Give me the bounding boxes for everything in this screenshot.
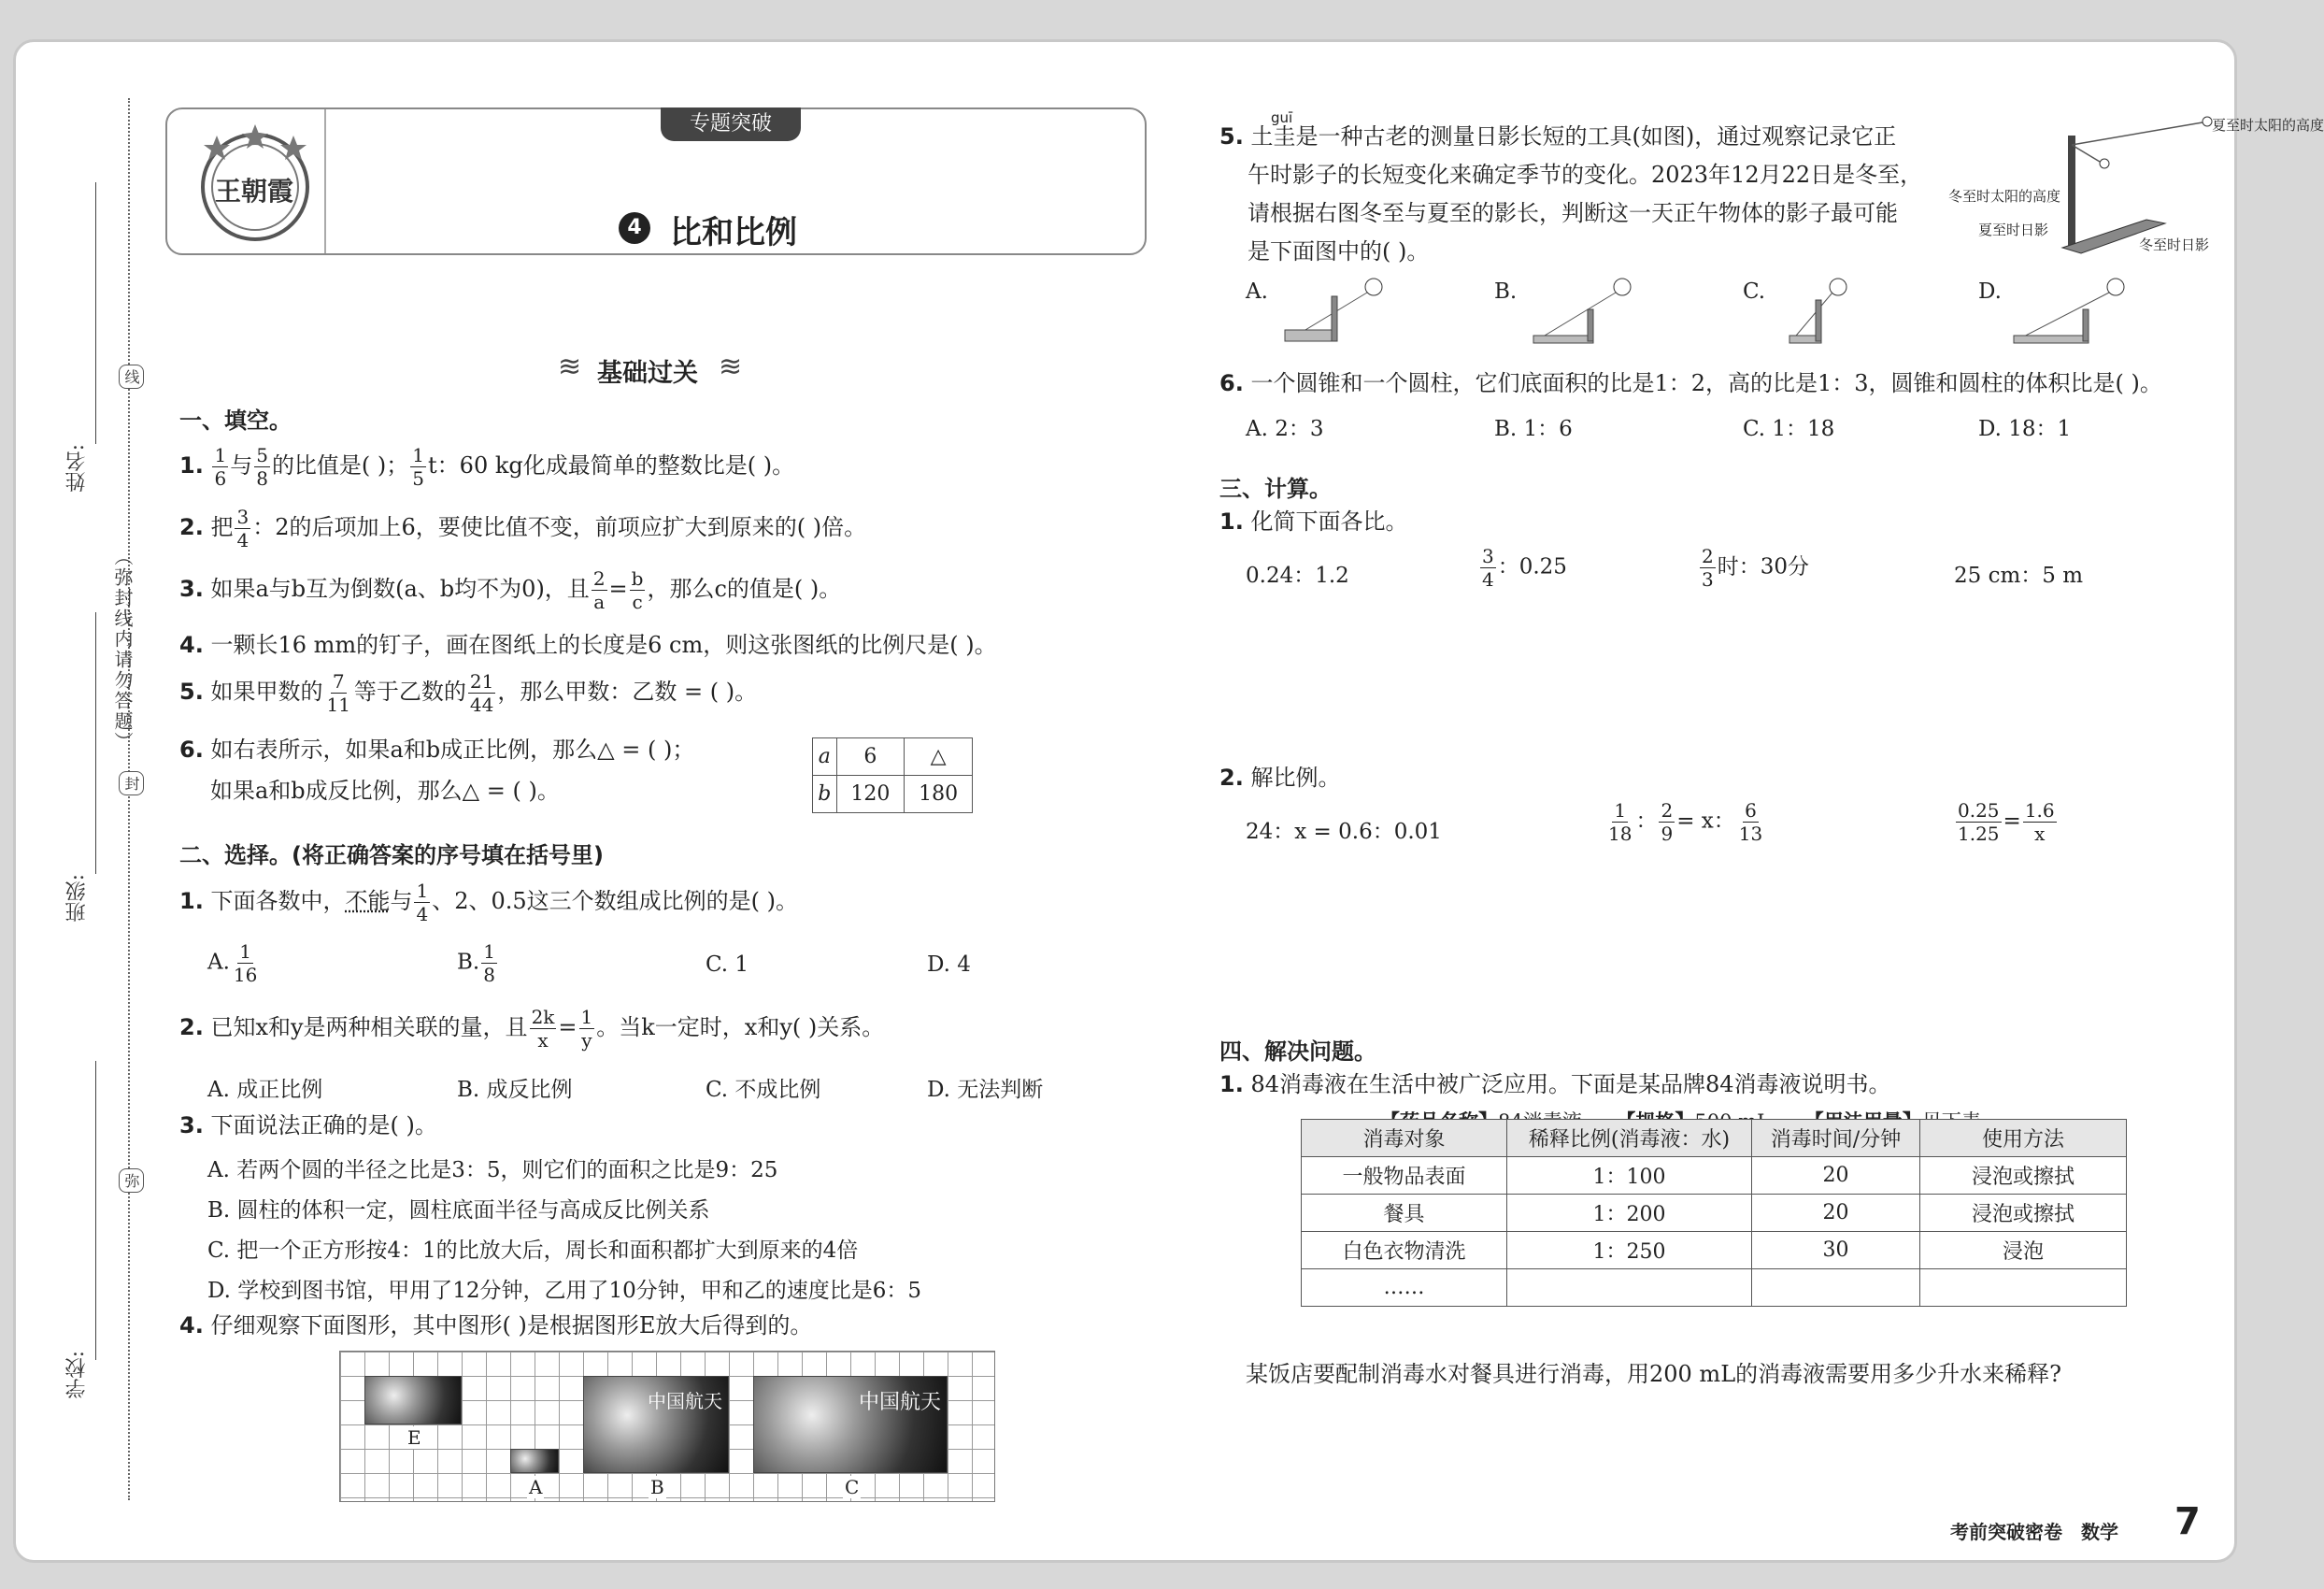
fraction: $\frac{b}{c}$ [631, 567, 644, 613]
s2-q3-option-a: A. 若两个圆的半径之比是3：5，则它们的面积之比是9：25 [207, 1158, 778, 1182]
table-cell: △ [905, 738, 973, 776]
s1-q3: 3. 如果a与b互为倒数(a、b均不为0)，且 $\frac{2}{a}$ = $\frac{b}{c}$ ，那么c的值是( )。 [179, 567, 842, 613]
s2-q2-option-d: D. 无法判断 [927, 1078, 1044, 1102]
s2-q5-option-a: A. [1246, 279, 1268, 304]
figure-label-b: B [650, 1476, 664, 1498]
table-cell: 1：250 [1507, 1232, 1752, 1269]
s2-q5-figure-d [2010, 276, 2132, 354]
s2-q4-grid [339, 1351, 995, 1502]
fraction: $\frac{0.25}{1.25}$ [1958, 799, 2000, 845]
table-cell: 浸泡或擦拭 [1920, 1157, 2127, 1195]
seal-feng: 封 [119, 771, 144, 795]
section2-title: 二、选择。(将正确答案的序号填在括号里) [179, 842, 604, 868]
table-cell [1752, 1269, 1920, 1307]
topic-title: 比和比例 [670, 214, 797, 251]
s3-q1-d: 25 cm：5 m [1954, 564, 2084, 588]
table-cell: 一般物品表面 [1302, 1157, 1507, 1195]
fraction: $\frac{5}{8}$ [256, 444, 268, 490]
table-cell: 120 [836, 776, 905, 813]
table-row [1302, 1232, 2127, 1269]
fraction: $\frac{1}{4}$ [416, 880, 429, 925]
table-row [1302, 1269, 2127, 1307]
s2-q2-option-a: A. 成正比例 [207, 1078, 323, 1102]
header-logo-divider [324, 109, 326, 253]
gnomon-diagram [1922, 107, 2324, 266]
table-cell: 1：100 [1507, 1157, 1752, 1195]
table-cell: a [813, 738, 837, 776]
figure-b-photo [583, 1376, 729, 1473]
figure-c-photo [753, 1376, 948, 1473]
table-row [1302, 1157, 2127, 1195]
s1-q5: 5. 如果甲数的 $\frac{7}{11}$ 等于乙数的 $\frac{21}{44}$ ，那么甲数：乙数 = ( )。 [179, 670, 758, 716]
diagram-label-winter-shadow: 冬至时日影 [2139, 236, 2210, 253]
s2-q1-option-b: B. $\frac{1}{8}$ [457, 940, 495, 986]
footer-book: 考前突破密卷 数学 [1950, 1521, 2118, 1543]
table-header: 消毒时间/分钟 [1752, 1120, 1920, 1157]
table-cell: b [813, 776, 837, 813]
s2-q5-line1: 5. 土圭是一种古老的测量日影长短的工具(如图)，通过观察记录它正 [1219, 123, 1897, 150]
class-label: 班级: [65, 874, 89, 923]
disinfectant-table [1301, 1119, 2127, 1307]
s2-q5-line3: 请根据右图冬至与夏至的影长，判断这一天正午物体的影子最可能 [1248, 200, 1898, 226]
binding-line [128, 98, 130, 1500]
figure-label-c: C [845, 1476, 860, 1498]
s2-q3-option-d: D. 学校到图书馆，甲用了12分钟，乙用了10分钟，甲和乙的速度比是6：5 [207, 1279, 922, 1303]
s1-q2: 2. 把 $\frac{3}{4}$ ：2的后项加上6，要使比值不变，前项应扩大到原来的( )倍。 [179, 506, 867, 551]
s1-q6-line1: 6. 如右表所示，如果a和b成正比例，那么△ = ( )； [179, 737, 695, 763]
s2-q1: 1. 下面各数中，不能与 $\frac{1}{4}$ 、2、0.5这三个数组成比例的是( )。 [179, 880, 798, 925]
s2-q6: 6. 一个圆锥和一个圆柱，它们底面积的比是1：2，高的比是1：3，圆锥和圆柱的体积比是( )。 [1219, 370, 2162, 396]
fraction: $\frac{2}{9}$ [1661, 799, 1674, 845]
table-cell: 20 [1752, 1157, 1920, 1195]
table-cell: …… [1302, 1269, 1507, 1307]
s2-q6-option-d: D. 18：1 [1978, 417, 2072, 441]
page-number: 7 [2174, 1500, 2201, 1543]
table-cell [1507, 1269, 1752, 1307]
fraction: $\frac{3}{4}$ [1482, 545, 1494, 591]
table-cell: 餐具 [1302, 1195, 1507, 1232]
fraction: $\frac{1}{5}$ [412, 444, 425, 490]
fraction: $\frac{1.6}{x}$ [2024, 799, 2055, 845]
wave-right-icon: ≋ [719, 351, 743, 383]
table-cell: 180 [905, 776, 973, 813]
s2-q5-line2: 午时影子的长短变化来确定季节的变化。2023年12月22日是冬至， [1248, 162, 1923, 188]
pinyin-gui: guī [1271, 109, 1293, 126]
figure-label-a: A [529, 1476, 543, 1498]
s3-q2-b: $\frac{1}{18}$ ： $\frac{2}{9}$ = x： $\frac{6}{13}$ [1608, 799, 1763, 845]
table-row [1302, 1195, 2127, 1232]
s2-q6-option-c: C. 1：18 [1743, 417, 1835, 441]
shadow-option-d-icon [2010, 276, 2132, 351]
s2-q1-option-d: D. 4 [927, 952, 971, 977]
topic-badge: 专题突破 [661, 107, 801, 141]
figure-a-photo [510, 1449, 559, 1473]
figure-e-photo [364, 1376, 462, 1424]
table-header: 使用方法 [1920, 1120, 2127, 1157]
photo-caption: 中国航天 [648, 1390, 722, 1412]
school-blank [95, 1061, 96, 1360]
seal-note: （弥封线内请勿答题） [111, 547, 134, 752]
fraction: $\frac{2k}{x}$ [531, 1006, 555, 1052]
fraction: $\frac{1}{6}$ [214, 444, 227, 490]
logo [198, 117, 312, 248]
photo-caption: 中国航天 [858, 1391, 941, 1414]
table-cell: 20 [1752, 1195, 1920, 1232]
s3-q1-a: 0.24：1.2 [1246, 564, 1349, 588]
s2-q3-option-c: C. 把一个正方形按4：1的比放大后，周长和面积都扩大到原来的4倍 [207, 1238, 859, 1263]
s2-q2-option-c: C. 不成比例 [706, 1078, 821, 1102]
basic-title: 基础过关 [597, 359, 698, 388]
table-cell [1920, 1269, 2127, 1307]
s2-q5-option-d: D. [1978, 279, 2002, 304]
emphasis-text: 不能 [345, 888, 391, 914]
section4-title: 四、解决问题。 [1219, 1038, 1376, 1065]
diagram-label-summer-shadow: 夏至时日影 [1978, 222, 2049, 238]
info-value: 见下表 [1921, 1110, 1981, 1133]
table-cell: 1：200 [1507, 1195, 1752, 1232]
fraction: $\frac{1}{16}$ [233, 940, 258, 986]
fraction: $\frac{21}{44}$ [469, 670, 494, 716]
table-cell: 6 [836, 738, 905, 776]
info-key: 【用法用量】 [1804, 1110, 1922, 1133]
s2-q5-option-c: C. [1743, 279, 1766, 304]
info-key: 【规格】 [1616, 1110, 1695, 1133]
section1-title: 一、填空。 [179, 408, 292, 434]
s4-q1-question: 某饭店要配制消毒水对餐具进行消毒，用200 mL的消毒液需要用多少升水来稀释? [1246, 1361, 2061, 1387]
info-value: 500 mL [1694, 1110, 1771, 1133]
class-blank [95, 612, 96, 874]
s1-q1: 1. $\frac{1}{6}$ 与 $\frac{5}{8}$ 的比值是( )； $\frac{1}{5}$ t：60 kg化成最简单的整数比是( )。 [179, 444, 795, 490]
info-value: 84消毒液 [1498, 1110, 1582, 1133]
s2-q5-figure-a [1277, 276, 1390, 354]
wave-left-icon: ≋ [558, 351, 582, 383]
fraction: $\frac{1}{18}$ [1608, 799, 1633, 845]
table-cell: 白色衣物清洗 [1302, 1232, 1507, 1269]
s3-q2-c: $\frac{0.25}{1.25}$ = $\frac{1.6}{x}$ [1958, 799, 2055, 845]
seal-xian: 线 [119, 365, 144, 389]
info-key: 【药品名称】 [1380, 1110, 1498, 1133]
s2-q2: 2. 已知x和y是两种相关联的量，且 $\frac{2k}{x}$ = $\frac{1}{y}$ 。当k一定时，x和y( )关系。 [179, 1006, 885, 1052]
figure-label-e: E [407, 1426, 421, 1449]
s2-q6-option-b: B. 1：6 [1494, 417, 1573, 441]
shadow-option-b-icon [1526, 276, 1638, 351]
school-label: 学校: [65, 1351, 89, 1399]
table-cell: 30 [1752, 1232, 1920, 1269]
diagram-label-summer-sun: 夏至时太阳的高度 [2212, 117, 2324, 134]
exam-sheet [13, 39, 2324, 1563]
s3-q1-b: $\frac{3}{4}$ ：0.25 [1482, 545, 1567, 591]
fraction: $\frac{1}{y}$ [580, 1006, 593, 1052]
s4-q1: 1. 84消毒液在生活中被广泛应用。下面是某品牌84消毒液说明书。 [1219, 1071, 1891, 1097]
fraction: $\frac{6}{13}$ [1738, 799, 1763, 845]
s2-q5-line4: 是下面图中的( )。 [1248, 238, 1430, 265]
s2-q5-option-b: B. [1494, 279, 1518, 304]
q-number: 1. [179, 452, 204, 479]
s2-q5-figure-c [1773, 276, 1885, 354]
s1-q6-table [812, 737, 973, 813]
fraction: $\frac{7}{11}$ [326, 670, 350, 716]
table-header: 稀释比例(消毒液：水) [1507, 1120, 1752, 1157]
s3-q2-a: 24：x = 0.6：0.01 [1246, 820, 1442, 844]
table-header: 消毒对象 [1302, 1120, 1507, 1157]
name-label: 姓名: [65, 444, 89, 493]
table-cell: 浸泡或擦拭 [1920, 1195, 2127, 1232]
logo-text: 王朝霞 [215, 176, 294, 207]
fraction: $\frac{3}{4}$ [236, 506, 250, 551]
shadow-option-c-icon [1773, 276, 1885, 351]
section3-title: 三、计算。 [1219, 476, 1332, 502]
s2-q6-option-a: A. 2：3 [1246, 417, 1324, 441]
fraction: $\frac{1}{8}$ [483, 940, 495, 986]
s2-q3-option-b: B. 圆柱的体积一定，圆柱底面半径与高成反比例关系 [207, 1198, 710, 1223]
name-blank [95, 182, 96, 444]
s3-q1: 1. 化简下面各比。 [1219, 508, 1408, 535]
s2-q1-option-c: C. 1 [706, 952, 749, 977]
s1-q6-line2: 如果a和b成反比例，那么△ = ( )。 [210, 778, 560, 804]
fraction: $\frac{2}{3}$ [1702, 545, 1714, 591]
topic-number: 4 [619, 212, 650, 244]
seal-mi: 弥 [119, 1168, 144, 1193]
header-box [165, 107, 1147, 255]
table-cell: 浸泡 [1920, 1232, 2127, 1269]
s2-q2-option-b: B. 成反比例 [457, 1078, 573, 1102]
s3-q1-c: $\frac{2}{3}$ 时：30分 [1702, 545, 1810, 591]
s2-q1-option-a: A. $\frac{1}{16}$ [207, 940, 258, 986]
s3-q2: 2. 解比例。 [1219, 765, 1341, 791]
s1-q4: 4. 一颗长16 mm的钉子，画在图纸上的长度是6 cm，则这张图纸的比例尺是( )。 [179, 632, 997, 658]
fraction: $\frac{2}{a}$ [592, 567, 606, 613]
shadow-option-a-icon [1277, 276, 1390, 351]
s2-q5-figure-b [1526, 276, 1638, 354]
s2-q3: 3. 下面说法正确的是( )。 [179, 1112, 437, 1138]
s2-q4: 4. 仔细观察下面图形，其中图形( )是根据图形E放大后得到的。 [179, 1312, 813, 1338]
diagram-label-winter-sun: 冬至时太阳的高度 [1948, 188, 2061, 205]
